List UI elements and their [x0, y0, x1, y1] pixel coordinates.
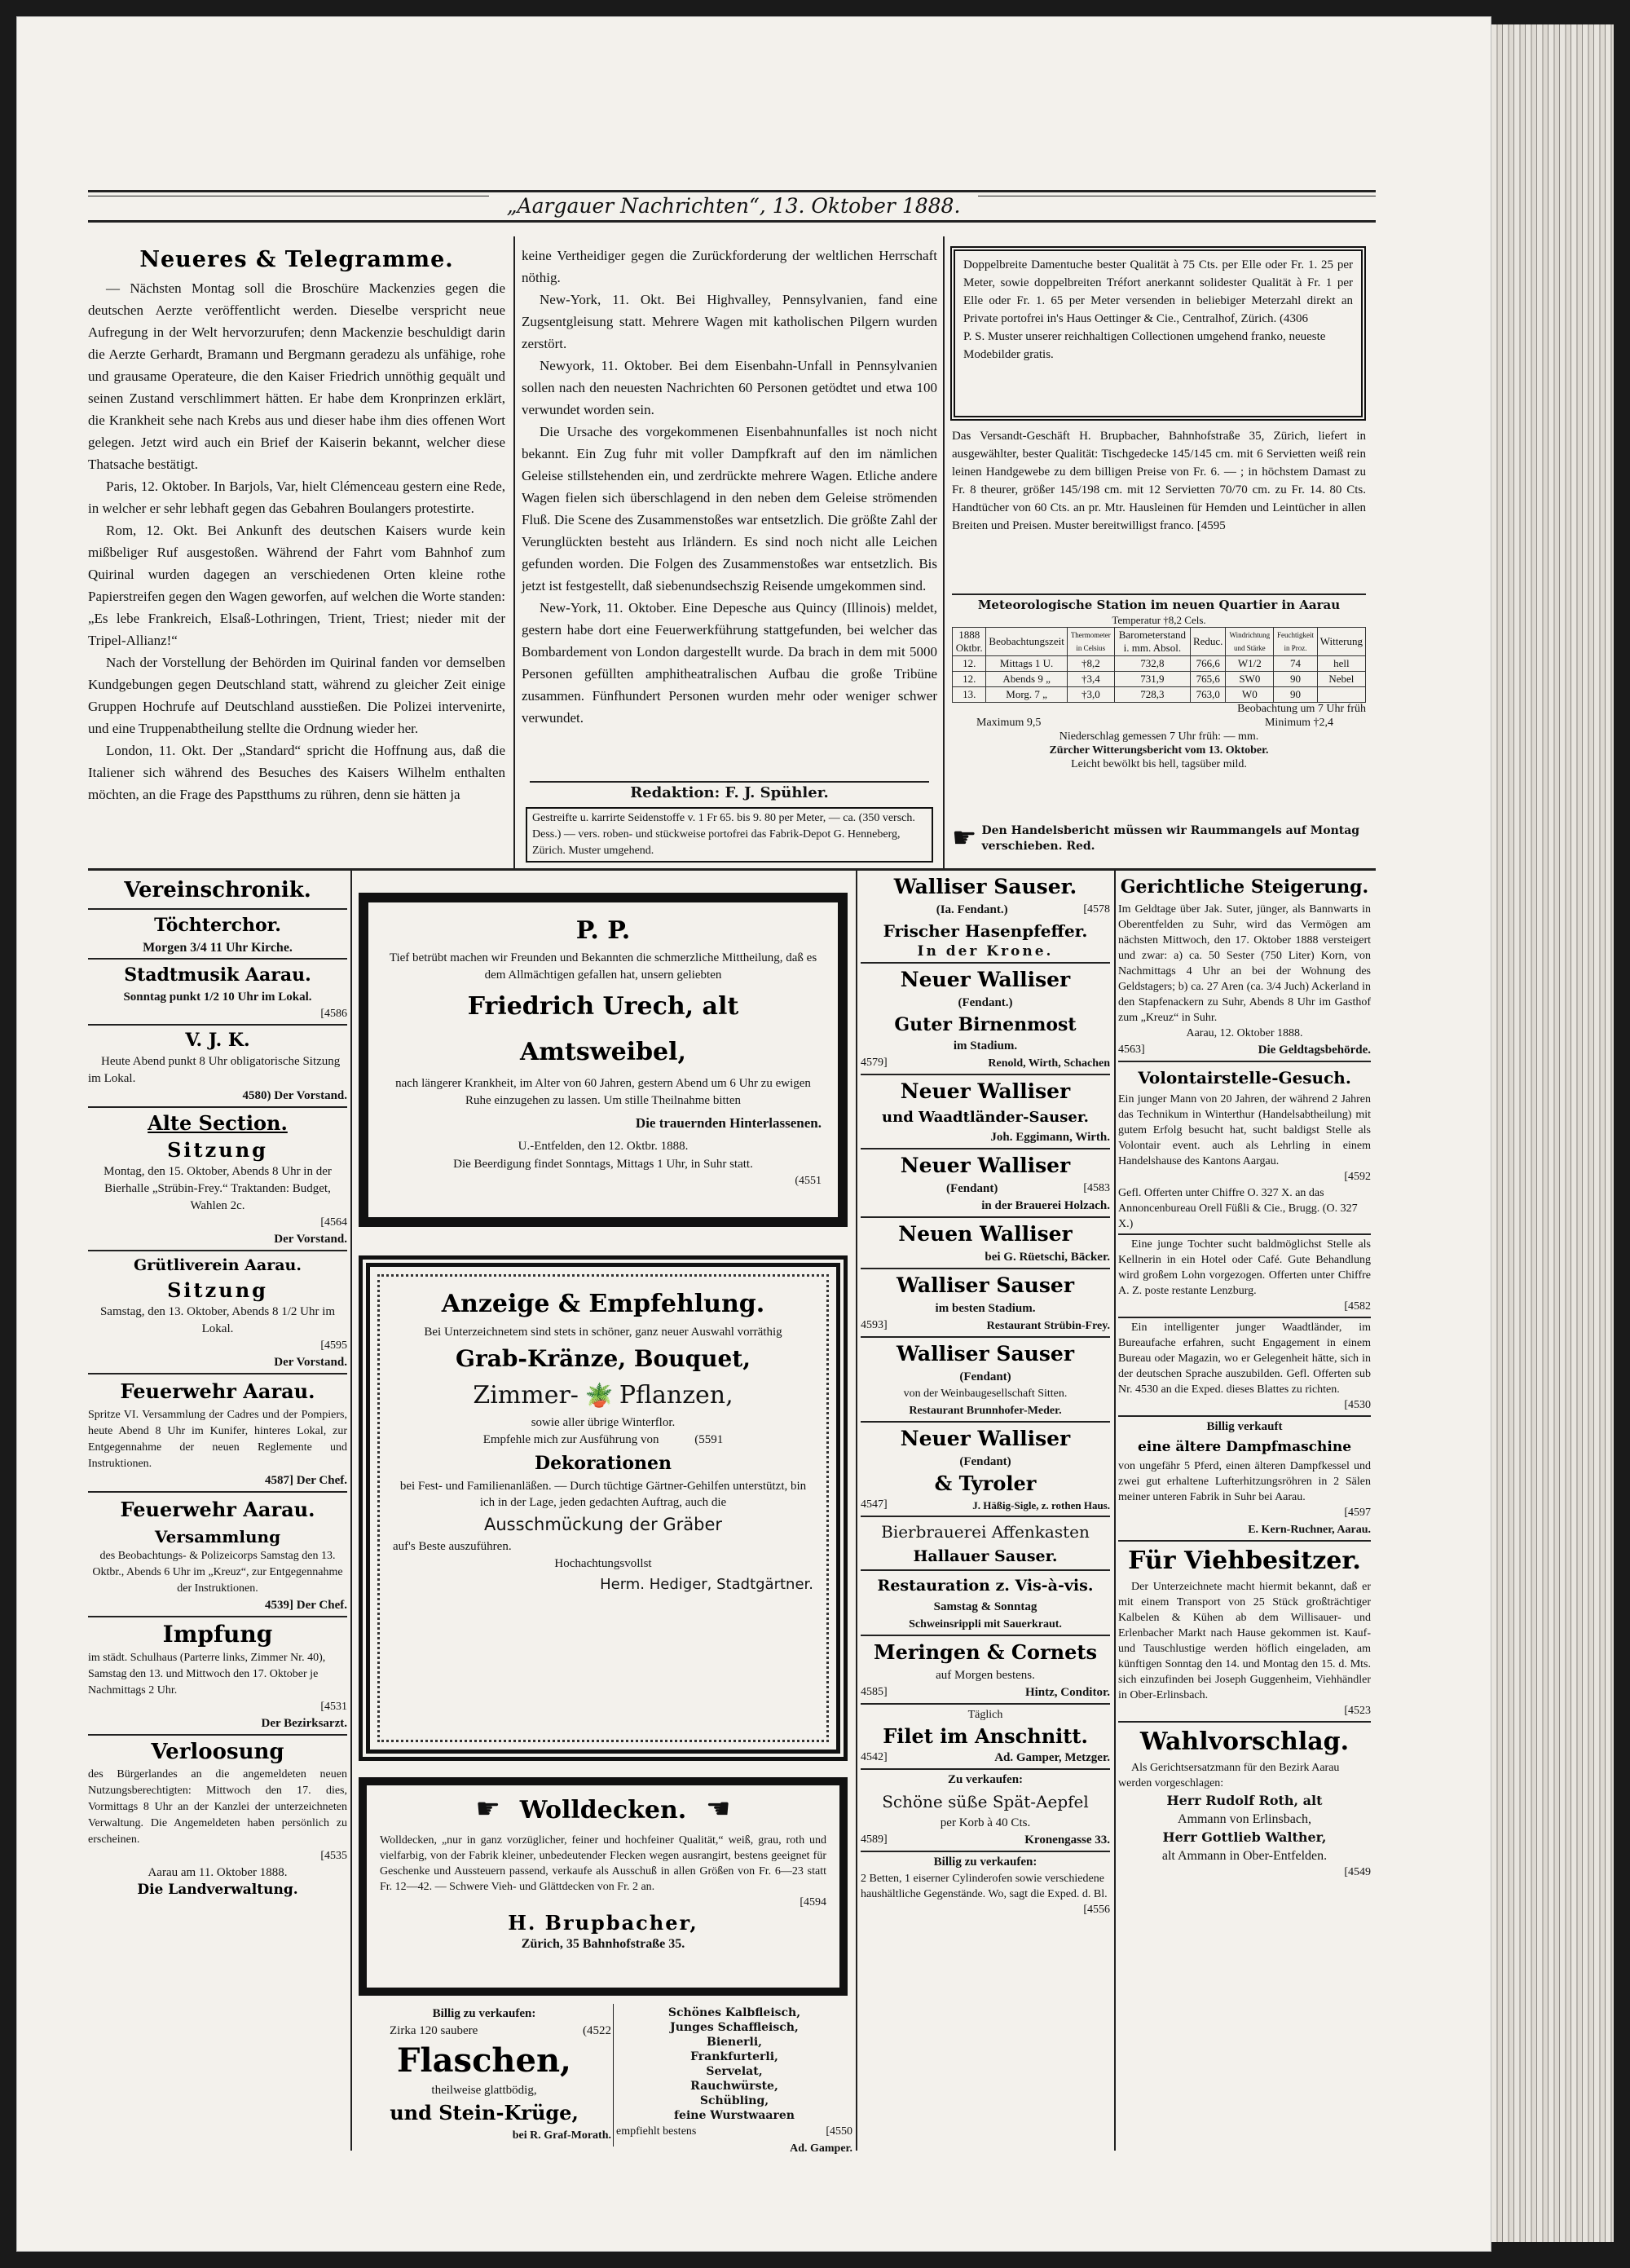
ad-number: (4522: [583, 2024, 611, 2037]
anzeige-ad: [359, 1255, 848, 1761]
ad-title: Schöne süße Spät-Aepfel: [882, 1792, 1089, 1811]
damentuch-text: Doppelbreite Damentuche bester Qualität à 75 Cts. per Elle oder Fr. 1. 25 per Meter, sowie doppelbreiten Tréfort anerkannt solidester Qualität à Fr. 1 per Elle oder Fr. 1. 65 per Meter versenden in beliebiger Meterzahl direkt an Private portofrei in's Haus Oettinger & Cie., Centralhof, Zürich. (4306: [963, 258, 1353, 325]
meteo-cell: †3,4: [1067, 672, 1114, 687]
ad-number: [4564: [320, 1216, 347, 1229]
vjk-text: Heute Abend punkt 8 Uhr obligatorische Sitzung im Lokal.: [88, 1055, 341, 1085]
meteo-cell: 763,0: [1190, 687, 1225, 703]
handelsbericht-notice: [952, 819, 1366, 858]
ad-sub: (Fendant): [959, 1455, 1011, 1468]
meteo-cell: Morg. 7 „: [986, 687, 1067, 703]
ad-sub: (Fendant): [959, 1370, 1011, 1383]
sitzung-title: Sitzung: [167, 1138, 268, 1162]
ad-number: [4550: [826, 2125, 852, 2138]
sitzung-text: Montag, den 15. Oktober, Abends 8 Uhr in der Bierhalle „Strübin-Frey.“ Traktanden: Budget, Wahlen 2c.: [104, 1165, 332, 1212]
column-rule: [1114, 871, 1116, 2151]
anzeige-line7: Ausschmückung der Gräber: [483, 1515, 723, 1534]
ad-title: Neuer Walliser: [900, 1079, 1071, 1103]
ad-number: [4556: [1083, 1904, 1110, 1916]
vereinschronik-column: [88, 874, 347, 2146]
ad-line: Samstag & Sonntag: [933, 1600, 1037, 1613]
anzeige-line3: sowie aller übrige Winterflor.: [531, 1416, 676, 1429]
damentuch-ps: P. S. Muster unserer reichhaltigen Collectionen umgehend franko, neueste Modebilder gratis.: [963, 330, 1326, 361]
meteo-note: Leicht bewölkt bis hell, tagsüber mild.: [1071, 758, 1247, 770]
ad-number: [4523: [1344, 1705, 1371, 1717]
versammlung-signature: 4539] Der Chef.: [265, 1599, 347, 1612]
meteo-cell: 765,6: [1190, 672, 1225, 687]
ad-number: [4592: [1344, 1171, 1371, 1183]
ad-number: [4578: [1083, 903, 1110, 916]
ad-signature: Ad. Gamper, Metzger.: [994, 1751, 1110, 1764]
meteo-header: Windrichtung und Stärke: [1226, 628, 1274, 656]
ad-sub: (Fendant.): [958, 996, 1013, 1009]
feuerwehr-signature: 4587] Der Chef.: [265, 1474, 347, 1487]
flaschen-mid: theilweise glattbödig,: [431, 2084, 537, 2097]
ad-signature: Joh. Eggimann, Wirth.: [990, 1131, 1110, 1144]
ad-title: Gerichtliche Steigerung.: [1120, 876, 1369, 898]
candidate-detail: alt Ammann in Ober-Entfelden.: [1161, 1849, 1328, 1863]
ad-line: von der Weinbaugesellschaft Sitten.: [903, 1388, 1068, 1400]
kalbfleisch-empf: empfiehlt bestens: [616, 2125, 697, 2138]
column-rule: [350, 871, 352, 2151]
obituary-text: Tief betrübt machen wir Freunden und Bekannten die schmerzliche Mittheilung, daß es dem Allmächtigen gefallen hat, unsern geliebten: [389, 951, 817, 982]
stadtmusik-title: Stadtmusik Aarau.: [124, 964, 311, 986]
ad-title: Restauration z. Vis-à-vis.: [877, 1577, 1094, 1595]
meteo-cell: 90: [1274, 687, 1318, 703]
news-column-2: [522, 245, 937, 779]
ad-signature: Kronengasse 33.: [1024, 1833, 1110, 1847]
ad-text: Der Unterzeichnete macht hiermit bekannt, daß er mit einem Transport von 25 Stück großträchtiger Kalbelen & Kühen ab dem Willisauer- und Erlenbacher Markt nach Hause gekommen ist. Kauf- und Tauschlustige werden höflich eingeladen, am künftigen Sonntag den 14. und Montag den 15. d. Mts. sich einzufinden bei Joseph Guggenheim, Viehhändler in Ober-Erlinsbach.: [1118, 1581, 1371, 1701]
ad-sig-row: [861, 1317, 1110, 1335]
wolldecken-title: Wolldecken.: [519, 1796, 687, 1825]
vereinschronik-title: Vereinschronik.: [124, 878, 311, 902]
seide-ad: [526, 807, 933, 863]
meteo-max: Maximum 9,5: [976, 717, 1042, 729]
ad-signature: Die Geldtagsbehörde.: [1258, 1044, 1371, 1057]
meteo-title: Meteorologische Station im neuen Quartier in Aarau: [977, 598, 1341, 612]
pointing-hand-icon: ☛: [706, 1794, 731, 1825]
ad-number: [4535: [320, 1850, 347, 1862]
ad-text: 2 Betten, 1 eiserner Cylinderofen sowie verschiedene haushältliche Gegenstände. Wo, sagt die Exped. d. Bl.: [861, 1873, 1108, 1900]
feuerwehr-text: Spritze VI. Versammlung der Cadres und der Pompiers, heute Abend 8 Uhr im Kunifer, hinteres Lokal, zur Entgegennahme der neuen Reglemente und Instruktionen.: [88, 1409, 347, 1470]
ad-line: Frischer Hasenpfeffer.: [883, 921, 1088, 941]
ad-title: Bierbrauerei Affenkasten: [881, 1522, 1090, 1542]
flaschen-title2: und Stein-Krüge,: [390, 2101, 579, 2125]
ad-title: Walliser Sauser: [896, 1342, 1075, 1366]
ad-head: Zu verkaufen:: [947, 1773, 1024, 1786]
rule: [952, 593, 1366, 595]
anzeige-line2a: Zimmer-: [473, 1381, 579, 1410]
meteo-cell: 766,6: [1190, 656, 1225, 672]
redaktion: Redaktion: F. J. Spühler.: [630, 784, 829, 801]
meteo-header: Barometerstand i. mm. Absol.: [1114, 628, 1190, 656]
sitzung-text: Samstag, den 13. Oktober, Abends 8 1/2 Uhr im Lokal.: [99, 1305, 336, 1335]
ad-title: und Waadtländer-Sauser.: [882, 1109, 1089, 1126]
meteo-row: [953, 672, 1366, 687]
meteo-cell: 12.: [953, 672, 986, 687]
pointing-hand-icon: ☛: [952, 823, 977, 854]
versammlung-title: Versammlung: [154, 1527, 281, 1547]
meteo-cell: W0: [1226, 687, 1274, 703]
classified-column: [1118, 872, 1371, 2146]
book-page-edges: [1491, 24, 1614, 2242]
wolldecken-header: [380, 1792, 826, 1833]
brupbacher-text: Das Versandt-Geschäft H. Brupbacher, Bahnhofstraße 35, Zürich, liefert in ausgewählter, bester Qualität: Tischgedecke 145/145 cm. mit 6 Servietten weiß rein leinen Handgewebe zu dem billigen Preise von Fr. 6. — ; in höchstem Damast zu Fr. 8 theurer, größer 145/198 cm. mit 12 Servietten 70/70 cm. zu Fr. 14. 80 Cts. Handtücher von 60 Cts. an pr. Mtr. Hausleinen für Hemden und Leintücher in allen Breiten und Preisen. Muster bereitwilligst franco. [4595: [952, 430, 1366, 532]
ad-sig-row: [1118, 1042, 1371, 1059]
ad-text: Im Geldtage über Jak. Suter, jünger, als Bannwarts in Oberentfelden zu Suhr, wird das Vermögen am nächsten Mittwoch, den 17. Oktober 1888 versteigert und zwar: a) ca. 50 Sester (750 Liter) Korn, von Nachmittags 4 Uhr an bei der Wohnung des Geldstagers; b) ca. 27 Aren (ca. 3/4 Juch) Ackerland in den Stapfenackern zu Suhr, Abends 8 Uhr im Gasthof zum „Kreuz“ in Suhr.: [1118, 903, 1371, 1024]
news-paragraph: — Nächsten Montag soll die Broschüre Mackenzies gegen die deutschen Aerzte veröffentlicht werden. Dieselbe verspricht neue Aufregung in der Welt hervorzurufen; denn Mackenzie beschuldigt darin die Aerzte Gerhardt, Bramann und Bergmann geradezu als unfähige, rohe und grausame Operateure, die den Kaiser Friedrich unnöthig gequält und seinen Zustand verschlimmert hätten. Er habe dem Kronprinzen erklärt, die Krankheit sehe nach Krebs aus und dieser habe ihm dies offenen Wort gelegen. Jetzt wird auch ein Brief der Kaiserin bekannt, welcher diese Thatsache bestätigt.: [88, 280, 505, 472]
plant-pots-icon: 🪴: [584, 1383, 614, 1409]
meteo-note: Beobachtung um 7 Uhr früh: [1237, 703, 1366, 715]
meteo-cell: 12.: [953, 656, 986, 672]
ad-line: Hallauer Sauser.: [913, 1547, 1058, 1565]
meteo-header: Beobachtungszeit: [986, 628, 1067, 656]
ad-number: [4582: [1344, 1300, 1371, 1313]
verloosung-signature: Die Landverwaltung.: [137, 1882, 298, 1898]
kalbfleisch-ad: [616, 2005, 852, 2155]
meteo-cell: 732,8: [1114, 656, 1190, 672]
meteo-header: Thermometer in Celsius: [1067, 628, 1114, 656]
ad-number: 4579]: [861, 1057, 888, 1069]
ad-title: Volontairstelle-Gesuch.: [1138, 1068, 1351, 1088]
ad-number: (4551: [795, 1175, 822, 1187]
news-column-1: [88, 243, 505, 854]
obituary-place: U.-Entfelden, den 12. Oktbr. 1888.: [518, 1140, 689, 1153]
anzeige-line9: Hochachtungsvollst: [554, 1557, 652, 1570]
ad-text: Eine junge Tochter sucht baldmöglichst Stelle als Kellnerin in ein Hotel oder Café. Gute Behandlung wird großem Lohn vorgezogen. Offerten unter Chiffre A. Z. poste restante Lenzburg.: [1118, 1238, 1371, 1297]
ad-title: Für Viehbesitzer.: [1128, 1547, 1361, 1575]
meteo-row: [953, 687, 1366, 703]
meteo-header: 1888 Oktbr.: [953, 628, 986, 656]
obituary-signature: Die trauernden Hinterlassenen.: [635, 1115, 822, 1131]
ad-sig-row: [861, 1055, 1110, 1072]
meteo-row: [953, 656, 1366, 672]
ad-title: eine ältere Dampfmaschine: [1137, 1439, 1352, 1455]
ad-title: Wahlvorschlag.: [1139, 1727, 1350, 1756]
handelsbericht-text: Den Handelsbericht müssen wir Raummangels auf Montag verschieben. Red.: [981, 824, 1360, 853]
meteo-cell: W1/2: [1226, 656, 1274, 672]
ad-sub-row: [861, 902, 1110, 919]
ad-sig-row: [861, 1497, 1110, 1514]
ad-signature: Renold, Wirth, Schachen: [988, 1057, 1110, 1070]
news-paragraph: New-York, 11. Oktober. Eine Depesche aus Quincy (Illinois) meldet, gestern habe dort eine Feuerwerkführung stattgefunden, bei welcher das Bombardement von London dargestellt wurde. Da brach in dem mit 5000 Personen gefüllten amphitheatralischen Aufbau die große Tribüne zusammen. Fünfhundert Personen wurden mehr oder weniger schwer verwundet.: [522, 600, 937, 726]
flaschen-head: Billig zu verkaufen:: [432, 2007, 536, 2020]
impfung-text: im städt. Schulhaus (Parterre links, Zimmer Nr. 40), Samstag den 13. und Mittwoch den 17. Oktober je Nachmittags 2 Uhr.: [88, 1652, 326, 1697]
news-paragraph: Paris, 12. Oktober. In Barjols, Var, hielt Clémenceau gestern eine Rede, in welcher er sehr lebhaft gegen das Gebahren Boulangers protestirte.: [88, 479, 505, 516]
meteo-cell: 74: [1274, 656, 1318, 672]
news-paragraph: Rom, 12. Okt. Bei Ankunft des deutschen Kaisers wurde kein mißbeliger Ruf ausgestoßen. Während der Fahrt vom Bahnhof zum Quirinal wurden dagegen an verschiedenen Orten kleine rothe Papierstreifen gegen den Wagen geworfen, auf welchen die Worte standen: „Es lebe Frankreich, Elsaß-Lothringen, Trient, Triest; nieder mit der Tripel-Allianz!“: [88, 523, 505, 648]
meteo-cell: †8,2: [1067, 656, 1114, 672]
anzeige-line1: Grab-Kränze, Bouquet,: [456, 1345, 751, 1372]
ad-date: Aarau, 12. Oktober 1888.: [1186, 1027, 1303, 1039]
ad-line: In der Krone.: [917, 943, 1054, 960]
ad-number: [4583: [1083, 1182, 1110, 1194]
meteo-subtitle: Temperatur †8,2 Cels.: [1112, 614, 1206, 626]
column-rule: [613, 2004, 614, 2147]
news-paragraph: London, 11. Okt. Der „Standard“ spricht die Hoffnung aus, daß die Italiener sich während des Besuches des Kaisers Wilhelm enthalten möchten, an die Frage des Papstthums zu rühren, denn sie hätten ja: [88, 743, 505, 802]
ad-number: 4563]: [1118, 1044, 1145, 1056]
flaschen-title: Flaschen,: [397, 2041, 571, 2080]
anzeige-title: Anzeige & Empfehlung.: [441, 1290, 765, 1318]
flaschen-head2: Zirka 120 saubere: [390, 2024, 478, 2037]
ad-head: Billig verkauft: [1206, 1420, 1283, 1433]
meteo-cell: hell: [1317, 656, 1365, 672]
candidate: Herr Rudolf Roth, alt: [1166, 1793, 1323, 1808]
meteo-table: [952, 627, 1366, 703]
ad-text: Ein intelligenter junger Waadtländer, im Bureaufache erfahren, sucht Engagement in einem Bureau oder Magazin, wo er Gelegenheit hätte, sich in der deutschen Sprache auszubilden. Gefl. Offerten sub Nr. 4530 an die Exped. dieses Blattes zu richten.: [1118, 1322, 1371, 1396]
obituary-burial: Die Beerdigung findet Sonntags, Mittags 1 Uhr, in Suhr statt.: [453, 1158, 753, 1171]
candidate-detail: Ammann von Erlinsbach,: [1178, 1812, 1311, 1826]
meteo-cell: [1317, 687, 1365, 703]
meteo-cell: 13.: [953, 687, 986, 703]
meat-item: Servelat,: [706, 2065, 763, 2078]
ad-number: [4594: [800, 1896, 826, 1908]
ad-number: [4530: [1344, 1399, 1371, 1411]
meteo-note: Zürcher Witterungsbericht vom 13. Oktober.: [1049, 744, 1269, 757]
news-paragraph: keine Vertheidiger gegen die Zurückforderung der weltlichen Herrschaft nöthig.: [522, 248, 937, 285]
anzeige-intro: Bei Unterzeichnetem sind stets in schöner, ganz neuer Auswahl vorräthig: [424, 1326, 782, 1339]
header-rule: [88, 190, 1376, 192]
ad-number: [4549: [1344, 1866, 1371, 1878]
column-rule: [513, 236, 515, 868]
ad-text: von ungefähr 5 Pferd, einen älteren Dampfkessel und zwei gut erhaltene Lufterhitzungsröhren in 2 Sälen meiner unteren Fabrik in Suhr bei Aarau.: [1118, 1460, 1371, 1503]
meat-item: feine Wurstwaaren: [674, 2109, 795, 2122]
ad-title: Meringen & Cornets: [874, 1640, 1097, 1664]
flaschen-ad: [357, 2005, 611, 2146]
toechterchor-text: Morgen 3/4 11 Uhr Kirche.: [143, 941, 293, 955]
gruetli-title: Grütliverein Aarau.: [134, 1256, 302, 1274]
ad-number: 4542]: [861, 1751, 888, 1763]
wine-ads-column: [861, 872, 1110, 2146]
ad-line: & Tyroler: [934, 1472, 1037, 1495]
meteo-minmax: [952, 716, 1366, 730]
ad-signature: in der Brauerei Holzach.: [981, 1199, 1110, 1212]
ad-line: Guter Birnenmost: [894, 1014, 1077, 1035]
damentuch-ad: [950, 246, 1366, 421]
meteo-cell: 90: [1274, 672, 1318, 687]
ad-sub: (Ia. Fendant.): [936, 903, 1008, 916]
news-paragraph: Die Ursache des vorgekommenen Eisenbahnunfalles ist noch nicht bekannt. Ein Zug fuhr mit voller Dampfkraft auf den im nämlichen Geleise stillstehenden ein, und zerdrückte mehrere Wagen. Etliche andere Wagen fielen sich überschlagend in den neben dem Geleise strömenden Fluß. Die Scene des Zusammenstoßes war entsetzlich. Die größte Zahl der Verunglückten besteht aus Irländern. Es sind noch nicht alle Leichen gefunden worden. Die Folgen des Zusammenstoßes war entsetzlich. Bis jetzt ist festgestellt, daß siebenundsechszig Reisende umgekommen sind.: [522, 424, 937, 593]
pointing-hand-icon: ☛: [475, 1794, 500, 1825]
impfung-title: Impfung: [162, 1621, 273, 1648]
meteo-header: Feuchtigkeit in Proz.: [1274, 628, 1318, 656]
meteo-note: Niederschlag gemessen 7 Uhr früh: — mm.: [1059, 730, 1259, 743]
vjk-signature: 4580) Der Vorstand.: [242, 1089, 347, 1102]
ad-sub-row: [861, 1180, 1110, 1198]
ad-text: Als Gerichtsersatzmann für den Bezirk Aarau werden vorgeschlagen:: [1118, 1762, 1340, 1789]
ad-number: 4547]: [861, 1498, 888, 1511]
column-rule: [856, 871, 857, 2151]
anzeige-line6: bei Fest- und Familienanläßen. — Durch tüchtige Gärtner-Gehilfen unterstützt, bin ich in der Lage, jeden gedachten Auftrag, auch die: [399, 1480, 807, 1509]
ad-title: Walliser Sauser.: [893, 875, 1077, 898]
feuerwehr-title: Feuerwehr Aarau.: [120, 1498, 315, 1521]
meteo-cell: Abends 9 „: [986, 672, 1067, 687]
toechterchor-title: Töchterchor.: [154, 915, 281, 936]
ad-number: [4595: [320, 1339, 347, 1352]
news-paragraph: New-York, 11. Okt. Bei Highvalley, Pennsylvanien, fand eine Zugsentgleisung statt. Mehrere Wagen mit katholischen Pilgern wurden zerstört.: [522, 292, 937, 351]
ad-title: Neuer Walliser: [900, 1154, 1071, 1177]
meat-item: Rauchwürste,: [690, 2080, 778, 2093]
meteo-cell: Mittags 1 U.: [986, 656, 1067, 672]
wolldecken-ad: [359, 1777, 848, 1996]
sitzung-signature: Der Vorstand.: [274, 1356, 347, 1369]
section-title: Neueres & Telegramme.: [139, 247, 454, 272]
candidate: Herr Gottlieb Walther,: [1162, 1829, 1327, 1845]
meteo-cell: Nebel: [1317, 672, 1365, 687]
meteo-header: Witterung: [1317, 628, 1365, 656]
ad-line: auf Morgen bestens.: [936, 1669, 1035, 1682]
ad-signature: bei G. Rüetschi, Bäcker.: [985, 1251, 1110, 1264]
verloosung-title: Verloosung: [151, 1740, 284, 1764]
sitzung-title: Sitzung: [167, 1278, 268, 1302]
obituary-title: P. P.: [575, 916, 631, 945]
ad-number: 4593]: [861, 1319, 888, 1331]
ad-line: im Stadium.: [953, 1039, 1018, 1052]
impfung-signature: Der Bezirksarzt.: [261, 1717, 347, 1730]
ad-text: Ein junger Mann von 20 Jahren, der während 2 Jahren das Technikum in Winterthur (Handelsabtheilung) mit gutem Erfolg besucht hat, sucht baldigst Stelle als Volontair event. auch als Lehrling in einem Handelshause des Kantons Aargau.: [1118, 1093, 1371, 1167]
stadtmusik-text: Sonntag punkt 1/2 10 Uhr im Lokal.: [123, 991, 312, 1004]
section-rule: [88, 868, 1376, 871]
ad-number: [4597: [1344, 1507, 1371, 1519]
anzeige-line8: auf's Beste auszuführen.: [393, 1540, 512, 1553]
ad-signature: J. Häßig-Sigle, z. rothen Haus.: [972, 1499, 1110, 1511]
verloosung-text: des Bürgerlandes an die angemeldeten neuen Nutzungsberechtigten: Mittwoch den 17. dies, Vormittags 8 Uhr an der Kanzlei der unterzeichneten Verwaltung. Die Angemeldeten haben persönlich zu erscheinen.: [88, 1768, 347, 1846]
anzeige-line4-text: Empfehle mich zur Ausführung von: [482, 1433, 659, 1446]
ad-line: per Korb à 40 Cts.: [940, 1816, 1031, 1829]
obituary-text2: nach längerer Krankheit, im Alter von 60 Jahren, gestern Abend um 6 Uhr zu ewigen Ruhe einzugehen zu lassen. Um stille Theilnahme bitten: [395, 1077, 811, 1107]
ad-number: (5591: [694, 1433, 724, 1446]
ad-title: Filet im Anschnitt.: [883, 1724, 1088, 1748]
anzeige-plants-row: [393, 1378, 813, 1414]
ad-signature: Hintz, Conditor.: [1024, 1686, 1110, 1699]
ad-line: im besten Stadium.: [935, 1302, 1036, 1315]
meteo-cell: †3,0: [1067, 687, 1114, 703]
ad-title: Neuen Walliser: [898, 1222, 1073, 1246]
ad-number: 4589]: [861, 1833, 888, 1846]
ad-sub: (Fendant): [945, 1182, 998, 1195]
ad-signature: Restaurant Brunnhofer-Meder.: [909, 1405, 1062, 1417]
meat-item: Junges Schaffleisch,: [670, 2021, 799, 2034]
ad-sig-row: [861, 1832, 1110, 1849]
meat-item: Schübling,: [699, 2094, 769, 2107]
ad-number: 4585]: [861, 1686, 888, 1698]
vjk-title: V. J. K.: [185, 1030, 250, 1051]
flaschen-head2-row: [357, 2023, 611, 2040]
ad-number: [4531: [320, 1701, 347, 1713]
ad-sig-row: [861, 1684, 1110, 1701]
verloosung-date: Aarau am 11. Oktober 1888.: [148, 1866, 288, 1879]
meat-item: Frankfurterli,: [690, 2050, 778, 2063]
obituary-ad: [359, 893, 848, 1227]
meteo-cell: 731,9: [1114, 672, 1190, 687]
ad-title: Neuer Walliser: [900, 968, 1071, 991]
meteo-header: Reduc.: [1190, 628, 1225, 656]
kalbfleisch-empf-row: [616, 2123, 852, 2140]
anzeige-line4: [393, 1432, 813, 1449]
brupbacher-ad: [952, 427, 1366, 590]
ad-text: Gefl. Offerten unter Chiffre O. 327 X. an das Annoncenbureau Orell Füßli & Cie., Brugg. (O. 327 X.): [1118, 1187, 1358, 1230]
wolldecken-text: Wolldecken, „nur in ganz vorzüglicher, feiner und hochfeiner Qualität,“ weiß, grau, roth und vielfarbig, von der Fabrik kleiner, unbedeutender Flecken wegen ausrangirt, bestens geeignet für Geschenke und Aussteuern passend, verkaufe als Ausschuß in allen Größen von Fr. 6—23 statt Fr. 12—42. — Schwere Vieh- und Glättdecken von Fr. 2 an.: [380, 1834, 826, 1893]
running-head: „Aargauer Nachrichten“, 13. Oktober 1888.: [489, 194, 978, 220]
ad-signature: E. Kern-Ruchner, Aarau.: [1248, 1524, 1371, 1536]
news-paragraph: Newyork, 11. Oktober. Bei dem Eisenbahn-Unfall in Pennsylvanien sollen nach den neuesten Nachrichten 60 Personen getödtet und etwa 100 verwundet worden sein.: [522, 358, 937, 417]
alte-section-title: Alte Section.: [148, 1111, 288, 1135]
sitzung-signature: Der Vorstand.: [274, 1233, 347, 1246]
column-rule: [943, 236, 945, 868]
flaschen-signature: bei R. Graf-Morath.: [512, 2129, 611, 2142]
meat-item: Bienerli,: [706, 2036, 763, 2049]
meteo-cell: SW0: [1226, 672, 1274, 687]
ad-title: Walliser Sauser: [896, 1273, 1075, 1297]
rule: [530, 781, 929, 783]
ad-number: [4586: [320, 1008, 347, 1020]
meteo-station: [952, 597, 1366, 768]
header-rule: [88, 220, 1376, 223]
ad-pre: Täglich: [967, 1709, 1003, 1721]
news-paragraph: Nach der Vorstellung der Behörden im Quirinal fanden vor demselben Kundgebungen gegen Deutschland statt, während zu gleicher Zeit einige Gruppen Hochrufe auf Deutschland ausstießen. Die Polizei intervenirte, und eine Truppenabtheilung stellte die Ordnung wieder her.: [88, 655, 505, 736]
seide-ad-text: Gestreifte u. karrirte Seidenstoffe v. 1 Fr 65. bis 9. 80 per Meter, — ca. (350 versch. Dess.) — vers. roben- und stückweise portofrei das Fabrik-Depot G. Henneberg, Zürich. Muster umgehend.: [532, 812, 915, 857]
anzeige-line5: Dekorationen: [534, 1453, 672, 1474]
feuerwehr-title: Feuerwehr Aarau.: [120, 1379, 315, 1403]
ad-line: Schweinsrippli mit Sauerkraut.: [909, 1618, 1062, 1630]
obituary-name: Friedrich Urech, alt Amtsweibel,: [467, 992, 739, 1066]
wolldecken-firm: H. Brupbacher,: [508, 1911, 698, 1935]
meteo-cell: 728,3: [1114, 687, 1190, 703]
anzeige-line2b: Pflanzen,: [619, 1381, 734, 1410]
wolldecken-address: Zürich, 35 Bahnhofstraße 35.: [521, 1937, 685, 1951]
meat-item: Schönes Kalbfleisch,: [667, 2006, 801, 2019]
meteo-min: Minimum †2,4: [1264, 717, 1333, 729]
anzeige-signature: Herm. Hediger, Stadtgärtner.: [600, 1576, 813, 1593]
versammlung-text: des Beobachtungs- & Polizeicorps Samstag den 13. Oktbr., Abends 6 Uhr im „Kreuz“, zur Entgegennahme der Instruktionen.: [92, 1550, 343, 1595]
ad-title: Neuer Walliser: [900, 1427, 1071, 1450]
ad-signature: Restaurant Strübin-Frey.: [986, 1320, 1110, 1332]
ad-sig-row: [861, 1750, 1110, 1767]
meteo-header-row: [953, 628, 1366, 656]
kalbfleisch-signature: Ad. Gamper.: [790, 2142, 852, 2155]
ad-head: Billig zu verkaufen:: [933, 1855, 1037, 1869]
